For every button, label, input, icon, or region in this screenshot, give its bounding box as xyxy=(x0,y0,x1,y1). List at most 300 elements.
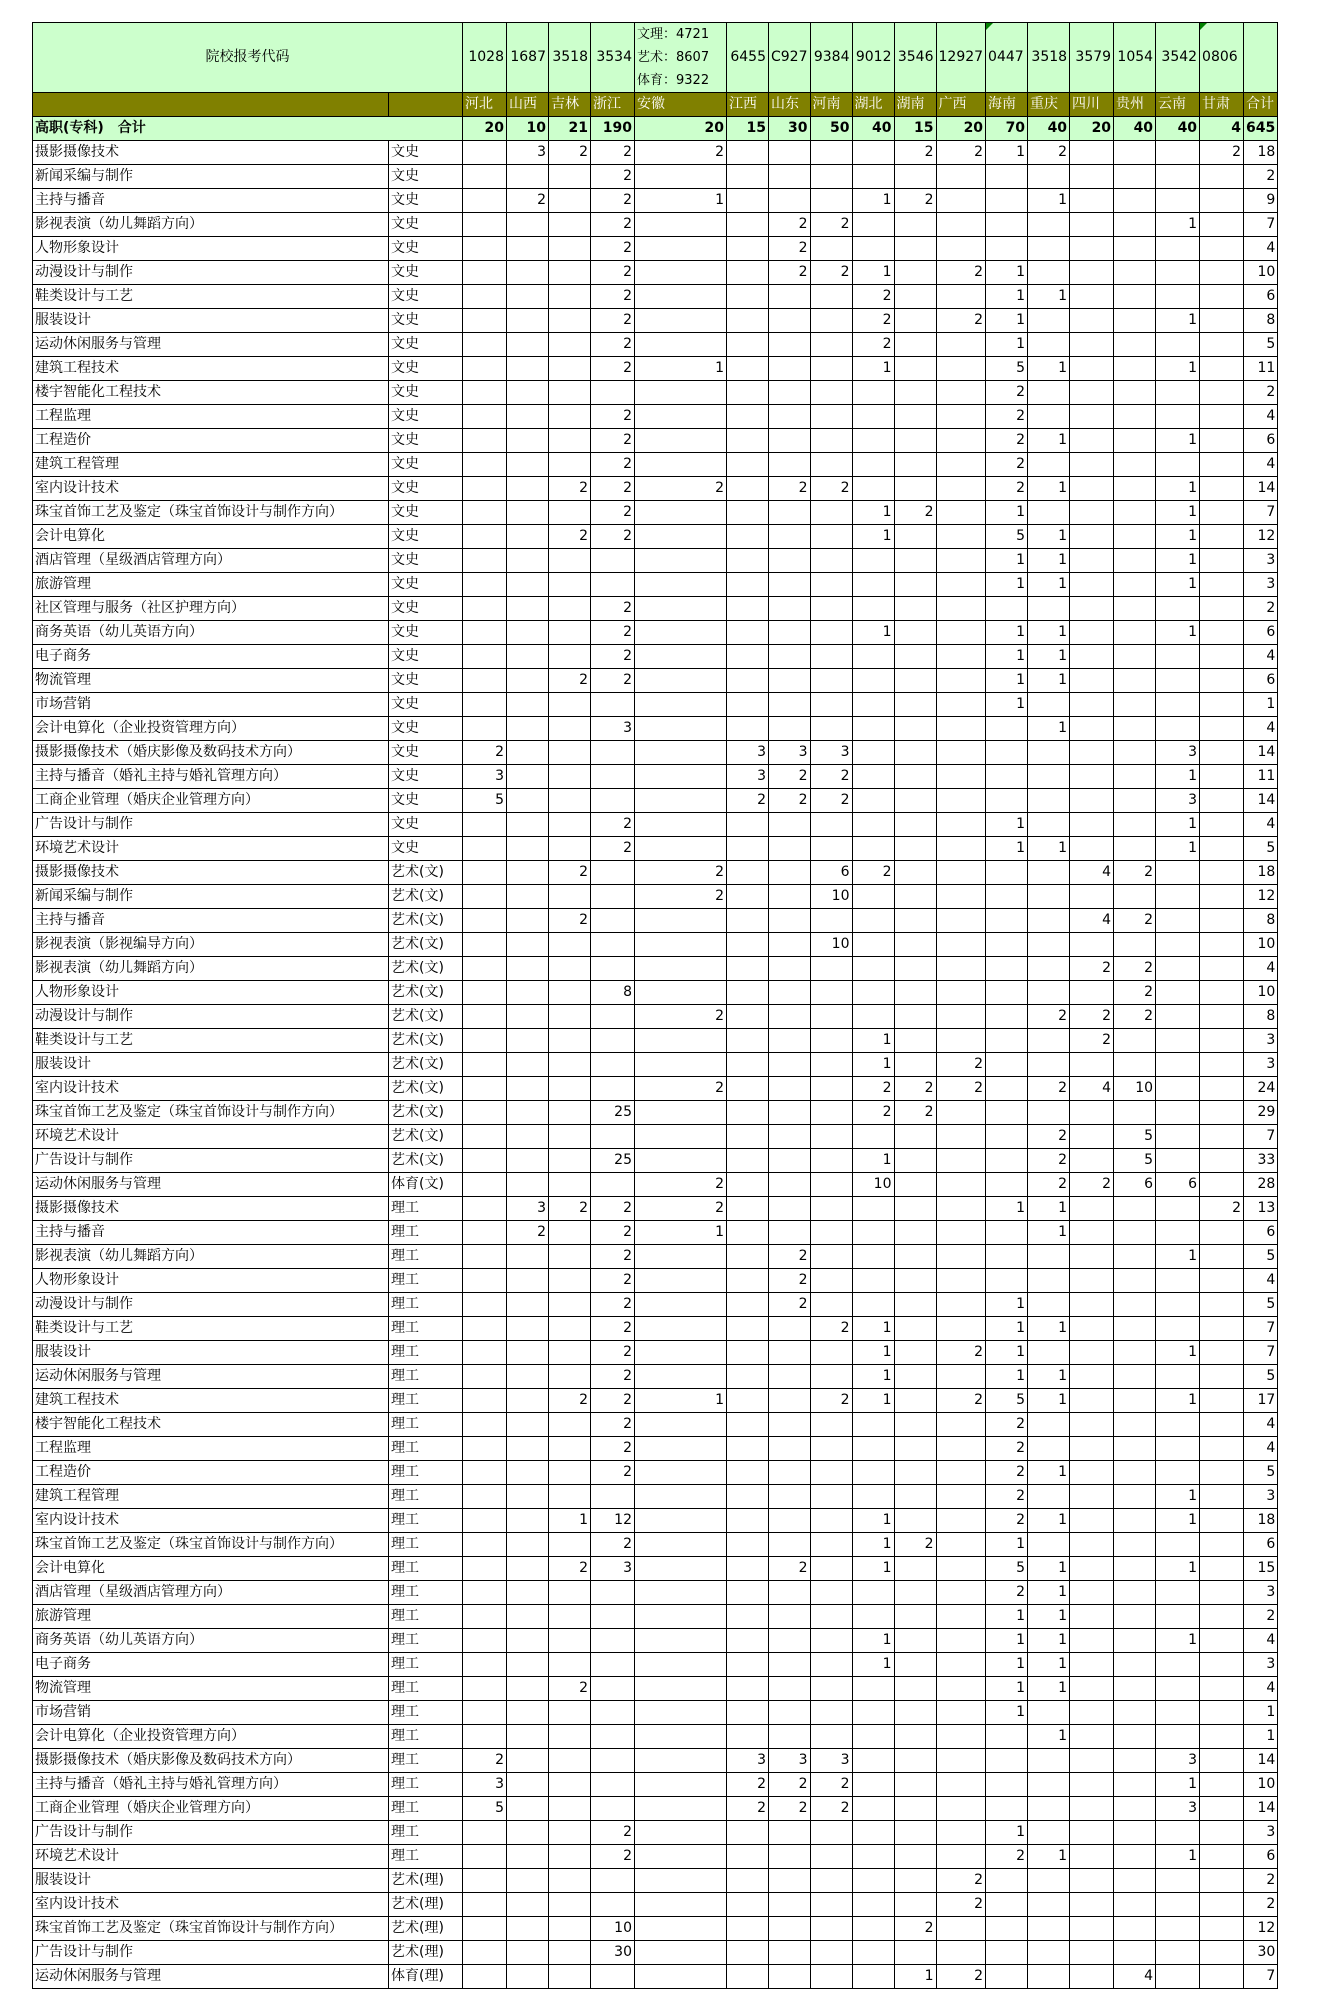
value-cell[interactable] xyxy=(507,741,549,765)
category-cell[interactable]: 文史 xyxy=(389,621,463,645)
value-cell[interactable] xyxy=(727,141,769,165)
value-cell[interactable]: 11 xyxy=(1244,357,1278,381)
value-cell[interactable] xyxy=(635,1845,727,1869)
code-cell[interactable]: 3534 xyxy=(591,23,635,93)
total-value-cell[interactable]: 190 xyxy=(591,117,635,141)
value-cell[interactable] xyxy=(507,381,549,405)
value-cell[interactable] xyxy=(1070,813,1114,837)
value-cell[interactable] xyxy=(635,1869,727,1893)
category-cell[interactable]: 艺术(理) xyxy=(389,1941,463,1965)
value-cell[interactable] xyxy=(727,1581,769,1605)
category-cell[interactable]: 文史 xyxy=(389,765,463,789)
value-cell[interactable] xyxy=(852,1797,894,1821)
value-cell[interactable] xyxy=(936,789,986,813)
category-cell[interactable]: 艺术(文) xyxy=(389,1005,463,1029)
value-cell[interactable]: 2 xyxy=(769,1773,811,1797)
value-cell[interactable]: 1 xyxy=(852,1317,894,1341)
value-cell[interactable] xyxy=(549,1701,591,1725)
value-cell[interactable] xyxy=(549,1605,591,1629)
value-cell[interactable] xyxy=(727,1101,769,1125)
value-cell[interactable] xyxy=(852,1677,894,1701)
value-cell[interactable] xyxy=(810,1413,852,1437)
category-cell[interactable]: 艺术(文) xyxy=(389,885,463,909)
value-cell[interactable] xyxy=(1114,1581,1156,1605)
value-cell[interactable] xyxy=(463,1917,507,1941)
value-cell[interactable] xyxy=(1114,1893,1156,1917)
value-cell[interactable] xyxy=(463,1341,507,1365)
value-cell[interactable] xyxy=(463,333,507,357)
total-value-cell[interactable]: 4 xyxy=(1200,117,1244,141)
value-cell[interactable] xyxy=(463,1557,507,1581)
value-cell[interactable]: 1 xyxy=(1028,621,1070,645)
value-cell[interactable] xyxy=(1070,1845,1114,1869)
value-cell[interactable] xyxy=(936,1725,986,1749)
major-name-cell[interactable]: 会计电算化 xyxy=(33,525,389,549)
code-cell[interactable]: 3542 xyxy=(1156,23,1200,93)
category-cell[interactable]: 文史 xyxy=(389,357,463,381)
value-cell[interactable] xyxy=(463,381,507,405)
value-cell[interactable] xyxy=(894,1029,936,1053)
value-cell[interactable] xyxy=(894,837,936,861)
value-cell[interactable]: 2 xyxy=(986,1509,1028,1533)
value-cell[interactable]: 1 xyxy=(1028,669,1070,693)
value-cell[interactable]: 1 xyxy=(852,1149,894,1173)
value-cell[interactable] xyxy=(549,717,591,741)
value-cell[interactable]: 12 xyxy=(1244,1917,1278,1941)
value-cell[interactable] xyxy=(1114,1605,1156,1629)
value-cell[interactable] xyxy=(852,789,894,813)
major-name-cell[interactable]: 环境艺术设计 xyxy=(33,837,389,861)
value-cell[interactable] xyxy=(936,909,986,933)
value-cell[interactable]: 1 xyxy=(986,693,1028,717)
value-cell[interactable]: 10 xyxy=(1114,1077,1156,1101)
value-cell[interactable] xyxy=(810,813,852,837)
major-name-cell[interactable]: 鞋类设计与工艺 xyxy=(33,1029,389,1053)
value-cell[interactable]: 1 xyxy=(986,1293,1028,1317)
value-cell[interactable] xyxy=(507,1029,549,1053)
value-cell[interactable] xyxy=(591,1029,635,1053)
value-cell[interactable] xyxy=(936,813,986,837)
value-cell[interactable] xyxy=(769,1677,811,1701)
value-cell[interactable] xyxy=(1114,1245,1156,1269)
value-cell[interactable] xyxy=(591,1125,635,1149)
value-cell[interactable] xyxy=(507,1053,549,1077)
value-cell[interactable] xyxy=(549,597,591,621)
value-cell[interactable]: 2 xyxy=(591,1197,635,1221)
value-cell[interactable] xyxy=(549,549,591,573)
code-cell[interactable]: 1687 xyxy=(507,23,549,93)
value-cell[interactable] xyxy=(1028,885,1070,909)
value-cell[interactable] xyxy=(852,765,894,789)
value-cell[interactable]: 1 xyxy=(1156,573,1200,597)
value-cell[interactable]: 2 xyxy=(591,1437,635,1461)
value-cell[interactable] xyxy=(769,981,811,1005)
value-cell[interactable] xyxy=(852,1869,894,1893)
category-cell[interactable]: 理工 xyxy=(389,1581,463,1605)
value-cell[interactable] xyxy=(810,501,852,525)
value-cell[interactable]: 2 xyxy=(769,1269,811,1293)
value-cell[interactable] xyxy=(727,405,769,429)
value-cell[interactable] xyxy=(635,1341,727,1365)
value-cell[interactable] xyxy=(1114,1197,1156,1221)
value-cell[interactable] xyxy=(1114,213,1156,237)
value-cell[interactable] xyxy=(1156,1725,1200,1749)
value-cell[interactable]: 5 xyxy=(1114,1149,1156,1173)
value-cell[interactable] xyxy=(1200,429,1244,453)
value-cell[interactable] xyxy=(463,813,507,837)
value-cell[interactable] xyxy=(852,141,894,165)
value-cell[interactable] xyxy=(1156,1869,1200,1893)
code-cell-multi[interactable]: 文理：4721 艺术：8607 体育：9322 xyxy=(635,23,727,93)
value-cell[interactable]: 2 xyxy=(635,861,727,885)
value-cell[interactable] xyxy=(1200,1941,1244,1965)
value-cell[interactable]: 1 xyxy=(986,1605,1028,1629)
value-cell[interactable] xyxy=(852,1605,894,1629)
total-value-cell[interactable]: 15 xyxy=(727,117,769,141)
value-cell[interactable] xyxy=(507,1893,549,1917)
value-cell[interactable]: 2 xyxy=(894,1533,936,1557)
value-cell[interactable] xyxy=(591,1629,635,1653)
value-cell[interactable] xyxy=(1114,1101,1156,1125)
category-cell[interactable]: 理工 xyxy=(389,1797,463,1821)
value-cell[interactable] xyxy=(507,1149,549,1173)
major-name-cell[interactable]: 广告设计与制作 xyxy=(33,813,389,837)
value-cell[interactable] xyxy=(727,1341,769,1365)
category-cell[interactable]: 理工 xyxy=(389,1413,463,1437)
value-cell[interactable] xyxy=(986,909,1028,933)
value-cell[interactable] xyxy=(727,621,769,645)
value-cell[interactable] xyxy=(727,981,769,1005)
value-cell[interactable] xyxy=(635,261,727,285)
value-cell[interactable] xyxy=(1156,861,1200,885)
value-cell[interactable] xyxy=(549,1221,591,1245)
value-cell[interactable]: 1 xyxy=(1028,1389,1070,1413)
total-value-cell[interactable]: 30 xyxy=(769,117,811,141)
value-cell[interactable] xyxy=(463,141,507,165)
value-cell[interactable] xyxy=(810,669,852,693)
value-cell[interactable] xyxy=(936,861,986,885)
value-cell[interactable] xyxy=(463,1869,507,1893)
value-cell[interactable] xyxy=(1200,885,1244,909)
value-cell[interactable] xyxy=(463,669,507,693)
value-cell[interactable] xyxy=(463,1941,507,1965)
value-cell[interactable] xyxy=(507,693,549,717)
value-cell[interactable]: 3 xyxy=(1244,549,1278,573)
value-cell[interactable] xyxy=(463,837,507,861)
value-cell[interactable]: 17 xyxy=(1244,1389,1278,1413)
value-cell[interactable]: 2 xyxy=(986,1845,1028,1869)
value-cell[interactable]: 2 xyxy=(635,1077,727,1101)
value-cell[interactable] xyxy=(507,1245,549,1269)
value-cell[interactable] xyxy=(727,669,769,693)
major-name-cell[interactable]: 主持与播音（婚礼主持与婚礼管理方向） xyxy=(33,1773,389,1797)
value-cell[interactable] xyxy=(1070,1557,1114,1581)
value-cell[interactable] xyxy=(1200,1485,1244,1509)
value-cell[interactable] xyxy=(463,1029,507,1053)
value-cell[interactable] xyxy=(1200,1461,1244,1485)
value-cell[interactable] xyxy=(852,1845,894,1869)
value-cell[interactable] xyxy=(1070,1293,1114,1317)
value-cell[interactable] xyxy=(936,717,986,741)
value-cell[interactable] xyxy=(635,1821,727,1845)
value-cell[interactable] xyxy=(936,1917,986,1941)
value-cell[interactable] xyxy=(463,1005,507,1029)
value-cell[interactable]: 18 xyxy=(1244,141,1278,165)
value-cell[interactable]: 2 xyxy=(1028,141,1070,165)
value-cell[interactable] xyxy=(1070,1725,1114,1749)
major-name-cell[interactable]: 服装设计 xyxy=(33,1053,389,1077)
major-name-cell[interactable]: 新闻采编与制作 xyxy=(33,165,389,189)
value-cell[interactable] xyxy=(549,813,591,837)
value-cell[interactable]: 3 xyxy=(769,1749,811,1773)
value-cell[interactable] xyxy=(810,1701,852,1725)
value-cell[interactable] xyxy=(894,261,936,285)
category-cell[interactable]: 理工 xyxy=(389,1437,463,1461)
value-cell[interactable]: 4 xyxy=(1244,1677,1278,1701)
category-cell[interactable]: 文史 xyxy=(389,525,463,549)
value-cell[interactable] xyxy=(635,1293,727,1317)
value-cell[interactable] xyxy=(894,1365,936,1389)
value-cell[interactable] xyxy=(727,189,769,213)
value-cell[interactable] xyxy=(507,981,549,1005)
value-cell[interactable] xyxy=(852,1821,894,1845)
value-cell[interactable]: 1 xyxy=(986,285,1028,309)
value-cell[interactable] xyxy=(936,1653,986,1677)
value-cell[interactable] xyxy=(810,1221,852,1245)
value-cell[interactable] xyxy=(1114,813,1156,837)
value-cell[interactable]: 2 xyxy=(894,141,936,165)
value-cell[interactable] xyxy=(1114,1653,1156,1677)
value-cell[interactable]: 18 xyxy=(1244,1509,1278,1533)
value-cell[interactable] xyxy=(463,957,507,981)
value-cell[interactable] xyxy=(1114,165,1156,189)
major-name-cell[interactable]: 旅游管理 xyxy=(33,573,389,597)
major-name-cell[interactable]: 工商企业管理（婚庆企业管理方向） xyxy=(33,789,389,813)
value-cell[interactable] xyxy=(549,1773,591,1797)
value-cell[interactable]: 6 xyxy=(1244,669,1278,693)
value-cell[interactable]: 4 xyxy=(1244,957,1278,981)
value-cell[interactable] xyxy=(769,1365,811,1389)
value-cell[interactable] xyxy=(549,309,591,333)
value-cell[interactable] xyxy=(591,1005,635,1029)
value-cell[interactable] xyxy=(1200,1965,1244,1989)
total-value-cell[interactable]: 10 xyxy=(507,117,549,141)
value-cell[interactable] xyxy=(1114,1317,1156,1341)
value-cell[interactable]: 2 xyxy=(769,789,811,813)
value-cell[interactable] xyxy=(1070,1125,1114,1149)
value-cell[interactable] xyxy=(894,1893,936,1917)
value-cell[interactable] xyxy=(549,1869,591,1893)
value-cell[interactable] xyxy=(507,213,549,237)
value-cell[interactable] xyxy=(507,1701,549,1725)
value-cell[interactable] xyxy=(1070,1149,1114,1173)
value-cell[interactable] xyxy=(986,765,1028,789)
value-cell[interactable] xyxy=(1200,837,1244,861)
value-cell[interactable] xyxy=(1200,813,1244,837)
major-name-cell[interactable]: 影视表演（幼儿舞蹈方向） xyxy=(33,1245,389,1269)
value-cell[interactable] xyxy=(936,1845,986,1869)
value-cell[interactable] xyxy=(769,1941,811,1965)
value-cell[interactable] xyxy=(894,213,936,237)
value-cell[interactable]: 4 xyxy=(1070,909,1114,933)
value-cell[interactable] xyxy=(1028,1053,1070,1077)
value-cell[interactable]: 1 xyxy=(1156,1773,1200,1797)
value-cell[interactable] xyxy=(1070,981,1114,1005)
value-cell[interactable] xyxy=(549,237,591,261)
value-cell[interactable]: 4 xyxy=(1244,645,1278,669)
value-cell[interactable]: 2 xyxy=(591,165,635,189)
major-name-cell[interactable]: 运动休闲服务与管理 xyxy=(33,1173,389,1197)
value-cell[interactable]: 1 xyxy=(986,573,1028,597)
value-cell[interactable]: 2 xyxy=(591,1845,635,1869)
value-cell[interactable] xyxy=(727,1053,769,1077)
value-cell[interactable] xyxy=(986,981,1028,1005)
value-cell[interactable] xyxy=(810,1029,852,1053)
value-cell[interactable] xyxy=(549,837,591,861)
category-cell[interactable]: 文史 xyxy=(389,549,463,573)
value-cell[interactable] xyxy=(1200,669,1244,693)
value-cell[interactable] xyxy=(769,957,811,981)
value-cell[interactable] xyxy=(852,1773,894,1797)
value-cell[interactable] xyxy=(936,1437,986,1461)
value-cell[interactable] xyxy=(463,477,507,501)
value-cell[interactable]: 2 xyxy=(936,1965,986,1989)
value-cell[interactable] xyxy=(769,1821,811,1845)
value-cell[interactable]: 1 xyxy=(1028,1221,1070,1245)
value-cell[interactable] xyxy=(1114,1365,1156,1389)
blank-cell[interactable] xyxy=(389,93,463,117)
value-cell[interactable] xyxy=(463,1533,507,1557)
value-cell[interactable] xyxy=(936,1773,986,1797)
value-cell[interactable] xyxy=(635,789,727,813)
value-cell[interactable] xyxy=(1156,1437,1200,1461)
category-cell[interactable]: 文史 xyxy=(389,381,463,405)
value-cell[interactable]: 2 xyxy=(810,261,852,285)
value-cell[interactable] xyxy=(463,1413,507,1437)
value-cell[interactable] xyxy=(852,597,894,621)
value-cell[interactable] xyxy=(1156,405,1200,429)
value-cell[interactable] xyxy=(1200,1173,1244,1197)
value-cell[interactable]: 3 xyxy=(463,765,507,789)
value-cell[interactable] xyxy=(769,1869,811,1893)
value-cell[interactable] xyxy=(1200,501,1244,525)
major-name-cell[interactable]: 主持与播音（婚礼主持与婚礼管理方向） xyxy=(33,765,389,789)
value-cell[interactable] xyxy=(936,477,986,501)
value-cell[interactable] xyxy=(507,285,549,309)
value-cell[interactable]: 2 xyxy=(810,765,852,789)
value-cell[interactable]: 1 xyxy=(635,189,727,213)
value-cell[interactable]: 1 xyxy=(986,837,1028,861)
value-cell[interactable] xyxy=(1070,189,1114,213)
value-cell[interactable] xyxy=(894,1197,936,1221)
value-cell[interactable] xyxy=(769,1485,811,1509)
major-name-cell[interactable]: 广告设计与制作 xyxy=(33,1941,389,1965)
value-cell[interactable]: 2 xyxy=(591,1221,635,1245)
category-cell[interactable]: 理工 xyxy=(389,1749,463,1773)
value-cell[interactable] xyxy=(1200,1749,1244,1773)
value-cell[interactable]: 1 xyxy=(635,357,727,381)
value-cell[interactable] xyxy=(463,285,507,309)
value-cell[interactable]: 1 xyxy=(852,525,894,549)
value-cell[interactable] xyxy=(727,1365,769,1389)
value-cell[interactable]: 1 xyxy=(1028,645,1070,669)
value-cell[interactable]: 1 xyxy=(1028,1653,1070,1677)
value-cell[interactable] xyxy=(591,885,635,909)
value-cell[interactable] xyxy=(507,1413,549,1437)
value-cell[interactable] xyxy=(810,357,852,381)
value-cell[interactable] xyxy=(894,357,936,381)
value-cell[interactable] xyxy=(1028,861,1070,885)
major-name-cell[interactable]: 工程造价 xyxy=(33,429,389,453)
value-cell[interactable] xyxy=(549,453,591,477)
value-cell[interactable]: 2 xyxy=(986,1437,1028,1461)
value-cell[interactable] xyxy=(852,213,894,237)
value-cell[interactable] xyxy=(1200,621,1244,645)
value-cell[interactable] xyxy=(591,789,635,813)
value-cell[interactable]: 7 xyxy=(1244,1317,1278,1341)
value-cell[interactable]: 2 xyxy=(591,333,635,357)
value-cell[interactable]: 1 xyxy=(1156,765,1200,789)
value-cell[interactable]: 2 xyxy=(591,1269,635,1293)
province-cell[interactable]: 合计 xyxy=(1244,93,1278,117)
value-cell[interactable]: 10 xyxy=(591,1917,635,1941)
value-cell[interactable]: 2 xyxy=(591,213,635,237)
value-cell[interactable] xyxy=(769,189,811,213)
value-cell[interactable]: 2 xyxy=(986,1413,1028,1437)
value-cell[interactable]: 2 xyxy=(549,1677,591,1701)
value-cell[interactable] xyxy=(727,261,769,285)
value-cell[interactable]: 2 xyxy=(986,1581,1028,1605)
value-cell[interactable] xyxy=(727,285,769,309)
value-cell[interactable] xyxy=(1156,1293,1200,1317)
value-cell[interactable] xyxy=(549,1437,591,1461)
value-cell[interactable]: 1 xyxy=(986,813,1028,837)
value-cell[interactable]: 2 xyxy=(894,1077,936,1101)
value-cell[interactable] xyxy=(769,525,811,549)
value-cell[interactable]: 6 xyxy=(1156,1173,1200,1197)
value-cell[interactable] xyxy=(463,189,507,213)
value-cell[interactable]: 4 xyxy=(1244,813,1278,837)
category-cell[interactable]: 文史 xyxy=(389,333,463,357)
total-value-cell[interactable]: 20 xyxy=(936,117,986,141)
major-name-cell[interactable]: 商务英语（幼儿英语方向） xyxy=(33,621,389,645)
value-cell[interactable] xyxy=(1200,1917,1244,1941)
value-cell[interactable]: 3 xyxy=(1156,1749,1200,1773)
value-cell[interactable] xyxy=(549,1413,591,1437)
value-cell[interactable] xyxy=(727,1125,769,1149)
value-cell[interactable] xyxy=(1114,1509,1156,1533)
value-cell[interactable] xyxy=(894,1221,936,1245)
value-cell[interactable] xyxy=(986,1797,1028,1821)
value-cell[interactable] xyxy=(591,1701,635,1725)
value-cell[interactable]: 2 xyxy=(591,1389,635,1413)
value-cell[interactable] xyxy=(852,909,894,933)
value-cell[interactable] xyxy=(1156,1365,1200,1389)
major-name-cell[interactable]: 会计电算化（企业投资管理方向） xyxy=(33,717,389,741)
value-cell[interactable] xyxy=(852,717,894,741)
value-cell[interactable] xyxy=(549,501,591,525)
value-cell[interactable] xyxy=(894,1413,936,1437)
value-cell[interactable]: 2 xyxy=(852,333,894,357)
value-cell[interactable] xyxy=(1200,573,1244,597)
value-cell[interactable] xyxy=(507,261,549,285)
value-cell[interactable] xyxy=(549,285,591,309)
value-cell[interactable] xyxy=(727,1917,769,1941)
value-cell[interactable] xyxy=(549,981,591,1005)
value-cell[interactable] xyxy=(549,1461,591,1485)
value-cell[interactable] xyxy=(1070,597,1114,621)
value-cell[interactable] xyxy=(1156,885,1200,909)
